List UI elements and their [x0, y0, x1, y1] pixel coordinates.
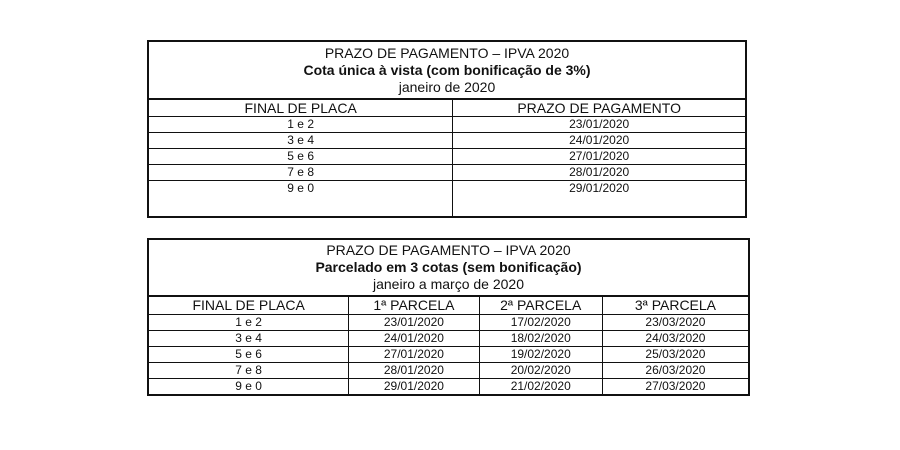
- date-cell: 23/01/2020: [349, 315, 479, 331]
- table-row: [148, 315, 749, 331]
- date-cell: 27/01/2020: [453, 149, 746, 165]
- table-row: [148, 347, 749, 363]
- date-cell: 29/01/2020: [453, 181, 746, 197]
- date-cell: 24/01/2020: [453, 133, 746, 149]
- date-cell: 26/03/2020: [602, 363, 749, 379]
- table-row: [148, 165, 746, 181]
- placa-cell: 5 e 6: [148, 149, 453, 165]
- table-row: [148, 133, 746, 149]
- date-cell: 25/03/2020: [602, 347, 749, 363]
- cota-unica-period: janeiro de 2020: [398, 79, 496, 95]
- parcelado-period: janeiro a março de 2020: [373, 276, 524, 292]
- date-cell: 21/02/2020: [479, 379, 602, 396]
- date-cell: 23/01/2020: [453, 117, 746, 133]
- placa-cell: 7 e 8: [148, 363, 349, 379]
- parcelado-subtitle: Parcelado em 3 cotas (sem bonificação): [315, 259, 582, 275]
- parcelado-header: [148, 239, 749, 296]
- placa-cell: 3 e 4: [148, 331, 349, 347]
- date-cell: 28/01/2020: [349, 363, 479, 379]
- parcelado-title: PRAZO DE PAGAMENTO – IPVA 2020: [326, 242, 571, 258]
- col-header-parcela-1: 1ª PARCELA: [349, 296, 479, 315]
- table-row: [148, 117, 746, 133]
- col-header-parcela-3: 3ª PARCELA: [602, 296, 749, 315]
- table-row: [148, 363, 749, 379]
- date-cell: 24/03/2020: [602, 331, 749, 347]
- date-cell: 17/02/2020: [479, 315, 602, 331]
- date-cell: 27/03/2020: [602, 379, 749, 396]
- placa-cell: 1 e 2: [148, 315, 349, 331]
- table-row: [148, 331, 749, 347]
- col-header-final-placa: FINAL DE PLACA: [148, 296, 349, 315]
- cota-unica-table: [147, 40, 747, 218]
- parcelado-table: [147, 238, 750, 396]
- date-cell: 24/01/2020: [349, 331, 479, 347]
- table-row: [148, 181, 746, 197]
- placa-cell: 9 e 0: [148, 379, 349, 396]
- date-cell: 19/02/2020: [479, 347, 602, 363]
- date-cell: 20/02/2020: [479, 363, 602, 379]
- placa-cell: 3 e 4: [148, 133, 453, 149]
- col-header-prazo: PRAZO DE PAGAMENTO: [453, 99, 746, 117]
- date-cell: 18/02/2020: [479, 331, 602, 347]
- placa-cell: 5 e 6: [148, 347, 349, 363]
- table-row: [148, 379, 749, 396]
- date-cell: 29/01/2020: [349, 379, 479, 396]
- placa-cell: 1 e 2: [148, 117, 453, 133]
- blank-row: [148, 196, 746, 217]
- date-cell: 28/01/2020: [453, 165, 746, 181]
- cota-unica-header: [148, 41, 746, 99]
- table-row: [148, 149, 746, 165]
- placa-cell: 9 e 0: [148, 181, 453, 197]
- col-header-parcela-2: 2ª PARCELA: [479, 296, 602, 315]
- cota-unica-title: PRAZO DE PAGAMENTO – IPVA 2020: [324, 45, 570, 61]
- placa-cell: 7 e 8: [148, 165, 453, 181]
- col-header-final-placa: FINAL DE PLACA: [148, 99, 453, 117]
- date-cell: 27/01/2020: [349, 347, 479, 363]
- date-cell: 23/03/2020: [602, 315, 749, 331]
- cota-unica-subtitle: Cota única à vista (com bonificação de 3%): [303, 62, 591, 78]
